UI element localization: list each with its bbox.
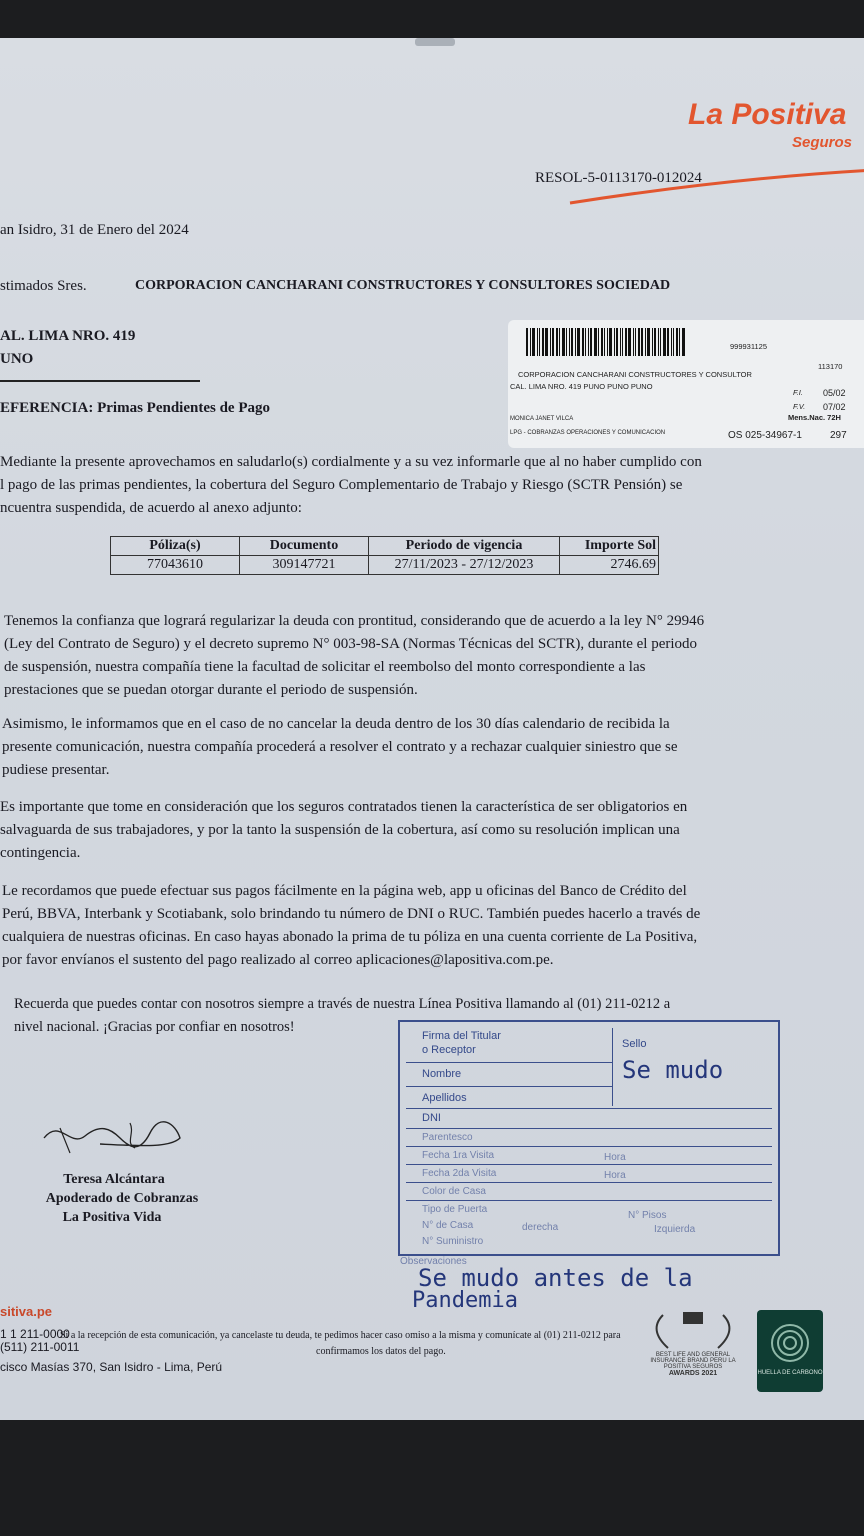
paragraph-line: Recuerda que puedes contar con nosotros siempre a través de nuestra Línea Positiva llamando al (01) 211-0212 a bbox=[14, 996, 671, 1012]
barcode-number: 999931125 bbox=[730, 342, 767, 351]
barcode-bar bbox=[562, 328, 565, 356]
th-importe: Importe Sol bbox=[560, 537, 659, 556]
barcode-bar bbox=[569, 328, 570, 356]
barcode-bar bbox=[658, 328, 659, 356]
paragraph-line: Mediante la presente aprovechamos en saludarlo(s) cordialmente y a su vez informarle que al no haber cumplido con bbox=[0, 454, 702, 470]
label-fi: F.I. bbox=[793, 388, 803, 397]
paragraph-5 bbox=[2, 880, 758, 972]
carbon-badge bbox=[757, 1310, 823, 1392]
stamp-parentesco: Parentesco bbox=[422, 1132, 473, 1143]
barcode-bar bbox=[530, 328, 531, 356]
stamp-firma: Firma del Titular bbox=[422, 1030, 501, 1042]
label-address: CAL. LIMA NRO. 419 PUNO PUNO PUNO bbox=[510, 382, 653, 391]
label-dept: LPG - COBRANZAS OPERACIONES Y COMUNICACION bbox=[510, 430, 666, 436]
salutation: stimados Sres. bbox=[0, 278, 87, 294]
barcode-bar bbox=[552, 328, 554, 356]
barcode-bar bbox=[609, 328, 612, 356]
barcode-bar bbox=[601, 328, 603, 356]
barcode-bar bbox=[571, 328, 573, 356]
cell-periodo: 27/11/2023 - 27/12/2023 bbox=[369, 556, 560, 575]
carbon-text: HUELLA DE CARBONO bbox=[757, 1370, 823, 1376]
address-line-1: AL. LIMA NRO. 419 bbox=[0, 328, 136, 344]
paragraph-line: nivel nacional. ¡Gracias por confiar en nosotros! bbox=[14, 1019, 295, 1035]
barcode-bar bbox=[641, 328, 643, 356]
paragraph-3 bbox=[2, 713, 758, 782]
addressee-company: CORPORACION CANCHARANI CONSTRUCTORES Y CONSULTORES SOCIEDAD bbox=[135, 278, 671, 293]
barcode-bar bbox=[652, 328, 653, 356]
barcode-bar bbox=[590, 328, 592, 356]
policy-table bbox=[110, 536, 659, 575]
barcode-bar bbox=[682, 328, 685, 356]
paragraph-line: Tenemos la confianza que logrará regularizar la deuda con prontitud, considerando que de acuerdo a la ley N° 29946 bbox=[4, 613, 705, 629]
barcode-bar bbox=[628, 328, 631, 356]
laurel-icon bbox=[643, 1310, 743, 1350]
stamp-sello: Sello bbox=[622, 1038, 647, 1050]
barcode-bar bbox=[556, 328, 558, 356]
barcode-bar bbox=[598, 328, 599, 356]
barcode-bar bbox=[559, 328, 560, 356]
barcode-bar bbox=[566, 328, 567, 356]
signer-role: Apoderado de Cobranzas bbox=[45, 1191, 199, 1206]
stamp-color: Color de Casa bbox=[422, 1186, 486, 1197]
barcode-bar bbox=[526, 328, 528, 356]
divider bbox=[0, 380, 200, 382]
date-line: an Isidro, 31 de Enero del 2024 bbox=[0, 222, 189, 238]
delivery-stamp bbox=[398, 1020, 780, 1256]
stamp-recepcion: o Receptor bbox=[422, 1044, 476, 1056]
stamp-derecha: derecha bbox=[522, 1222, 559, 1233]
paragraph-line: Perú, BBVA, Interbank y Scotiabank, solo brindando tu número de DNI o RUC. También puedes hacerlo a través de bbox=[2, 906, 701, 922]
reference-line: EFERENCIA: Primas Pendientes de Pago bbox=[0, 400, 270, 416]
barcode-bar bbox=[604, 328, 605, 356]
paragraph-line: por favor envíanos el sustento del pago realizado al correo aplicaciones@lapositiva.com.pe. bbox=[2, 952, 554, 968]
barcode-bar bbox=[622, 328, 623, 356]
address-line-2: UNO bbox=[0, 351, 34, 367]
barcode-bar bbox=[616, 328, 618, 356]
award-text: BEST LIFE AND GENERAL INSURANCE BRAND PERU LA POSITIVA SEGUROS bbox=[650, 1352, 736, 1370]
barcode-bar bbox=[660, 328, 661, 356]
footer-address: cisco Masías 370, San Isidro - Lima, Perú bbox=[0, 1360, 223, 1374]
signer-company: La Positiva Vida bbox=[62, 1210, 162, 1225]
barcode-bar bbox=[542, 328, 544, 356]
barcode-bar bbox=[550, 328, 551, 356]
brand-logo: La Positiva bbox=[688, 98, 847, 131]
footer-phone-2: (511) 211-0011 bbox=[0, 1340, 80, 1354]
barcode-bar bbox=[635, 328, 636, 356]
barcode-bar bbox=[575, 328, 576, 356]
paragraph-line: Asimismo, le informamos que en el caso de no cancelar la deuda dentro de los 30 días calendario de recibida la bbox=[2, 716, 670, 732]
barcode-bar bbox=[633, 328, 634, 356]
cell-importe: 2746.69 bbox=[560, 556, 659, 575]
th-documento: Documento bbox=[240, 537, 369, 556]
label-fi-value: 05/02 bbox=[823, 388, 846, 398]
barcode-bar bbox=[645, 328, 646, 356]
handwritten-note-2: Se mudo antes de la bbox=[418, 1264, 693, 1292]
paragraph-line: l pago de las primas pendientes, la cobertura del Seguro Complementario de Trabajo y Riesgo (SCTR Pensión) se bbox=[0, 477, 683, 493]
th-poliza: Póliza(s) bbox=[111, 537, 240, 556]
award-badge bbox=[643, 1310, 743, 1390]
barcode-bar bbox=[582, 328, 584, 356]
stamp-hora2: Hora bbox=[604, 1170, 626, 1181]
stamp-observaciones: Observaciones bbox=[400, 1256, 467, 1267]
cell-poliza: 77043610 bbox=[111, 556, 240, 575]
barcode-bar bbox=[620, 328, 621, 356]
barcode-bar bbox=[585, 328, 586, 356]
stamp-ncasa: N° de Casa bbox=[422, 1220, 474, 1231]
stamp-fecha2: Fecha 2da Visita bbox=[422, 1168, 497, 1179]
barcode-bar bbox=[539, 328, 540, 356]
stamp-fecha1: Fecha 1ra Visita bbox=[422, 1150, 495, 1161]
stamp-nombre: Nombre bbox=[422, 1068, 462, 1080]
stamp-hora1: Hora bbox=[604, 1152, 626, 1163]
signer-name: Teresa Alcántara bbox=[63, 1172, 165, 1187]
barcode-bar bbox=[625, 328, 627, 356]
staple bbox=[415, 38, 455, 46]
label-os: OS 025-34967-1 bbox=[728, 430, 802, 441]
stamp-dni: DNI bbox=[422, 1112, 441, 1124]
paragraph-line: ncuentra suspendida, de acuerdo al anexo adjunto: bbox=[0, 500, 302, 516]
stamp-izquierda: Izquierda bbox=[654, 1224, 696, 1235]
mailing-label bbox=[508, 320, 864, 448]
handwritten-note-1: Se mudo bbox=[622, 1056, 724, 1084]
barcode-bar bbox=[676, 328, 678, 356]
barcode-bar bbox=[588, 328, 589, 356]
label-os-num: 297 bbox=[830, 430, 847, 441]
barcode-bar bbox=[537, 328, 538, 356]
footer-phone: 1 1 211-0000 bbox=[0, 1327, 70, 1341]
barcode-bar bbox=[594, 328, 597, 356]
label-fv: F.V. bbox=[793, 402, 806, 411]
table-row bbox=[111, 556, 659, 575]
paragraph-line: Le recordamos que puede efectuar sus pagos fácilmente en la página web, app u oficinas del Banco de Crédito del bbox=[2, 883, 687, 899]
paragraph-line: salvaguarda de sus trabajadores, y por la tanto la suspensión de la cobertura, así como su resolución implican una bbox=[0, 822, 680, 838]
label-fv-value: 07/02 bbox=[823, 402, 846, 412]
paragraph-1 bbox=[0, 451, 762, 520]
letter-page bbox=[0, 38, 864, 1420]
barcode-bar bbox=[532, 328, 535, 356]
th-periodo: Periodo de vigencia bbox=[369, 537, 560, 556]
barcode-bar bbox=[577, 328, 580, 356]
barcode-bar bbox=[663, 328, 666, 356]
paragraph-line: prestaciones que se puedan otorgar durante el periodo de suspensión. bbox=[4, 682, 418, 698]
barcode-bar bbox=[679, 328, 680, 356]
barcode-bar bbox=[667, 328, 669, 356]
handwritten-note-3: Pandemia bbox=[412, 1288, 518, 1313]
paragraph-line: contingencia. bbox=[0, 845, 81, 861]
paragraph-4 bbox=[0, 796, 762, 865]
barcode-bar bbox=[545, 328, 548, 356]
label-code-right: 113170 bbox=[818, 362, 843, 371]
paragraph-line: pudiese presentar. bbox=[2, 762, 110, 778]
label-mens: Mens.Nac. 72H bbox=[788, 413, 841, 422]
cell-documento: 309147721 bbox=[240, 556, 369, 575]
footer-website: sitiva.pe bbox=[0, 1304, 53, 1319]
stamp-suministro: N° Suministro bbox=[422, 1236, 484, 1247]
brand-logo-sub: Seguros bbox=[792, 134, 853, 151]
award-year: AWARDS 2021 bbox=[668, 1370, 718, 1377]
paragraph-line: de suspensión, nuestra compañía tiene la facultad de solicitar el reembolso del monto correspondiente a las bbox=[4, 659, 646, 675]
signature-icon bbox=[40, 1108, 190, 1158]
barcode-icon bbox=[526, 328, 721, 356]
barcode-bar bbox=[614, 328, 615, 356]
barcode-bar bbox=[647, 328, 650, 356]
paragraph-line: Es importante que tome en consideración que los seguros contratados tienen la característica de ser obligatorios en bbox=[0, 799, 688, 815]
barcode-bar bbox=[673, 328, 674, 356]
paragraph-2 bbox=[4, 610, 756, 702]
footer-note-2: confirmamos los datos del pago. bbox=[316, 1346, 446, 1357]
stamp-apellidos: Apellidos bbox=[422, 1092, 467, 1104]
label-person: MONICA JANET VILCA bbox=[510, 416, 574, 422]
resolution-code: RESOL-5-0113170-012024 bbox=[535, 170, 702, 186]
label-company: CORPORACION CANCHARANI CONSTRUCTORES Y CONSULTOR bbox=[518, 370, 752, 379]
barcode-bar bbox=[638, 328, 640, 356]
footer-note-1: Si a la recepción de esta comunicación, ya cancelaste tu deuda, te pedimos hacer caso omiso a la misma y comunícate al (01) 211-0212 para bbox=[60, 1330, 621, 1341]
paragraph-line: cualquiera de nuestras oficinas. En caso hayas abonado la prima de tu póliza en una cuenta corriente de La Positiva, bbox=[2, 929, 698, 945]
paragraph-line: (Ley del Contrato de Seguro) y el decreto supremo N° 003-98-SA (Normas Técnicas del SCTR), durante el periodo bbox=[4, 636, 698, 652]
stamp-puerta: Tipo de Puerta bbox=[422, 1204, 488, 1215]
paragraph-line: presente comunicación, nuestra compañía procederá a resolver el contrato y a rechazar cualquier siniestro que se bbox=[2, 739, 678, 755]
barcode-bar bbox=[607, 328, 608, 356]
stamp-pisos: N° Pisos bbox=[628, 1210, 667, 1221]
barcode-bar bbox=[671, 328, 672, 356]
fingerprint-icon bbox=[765, 1318, 815, 1368]
barcode-bar bbox=[654, 328, 656, 356]
